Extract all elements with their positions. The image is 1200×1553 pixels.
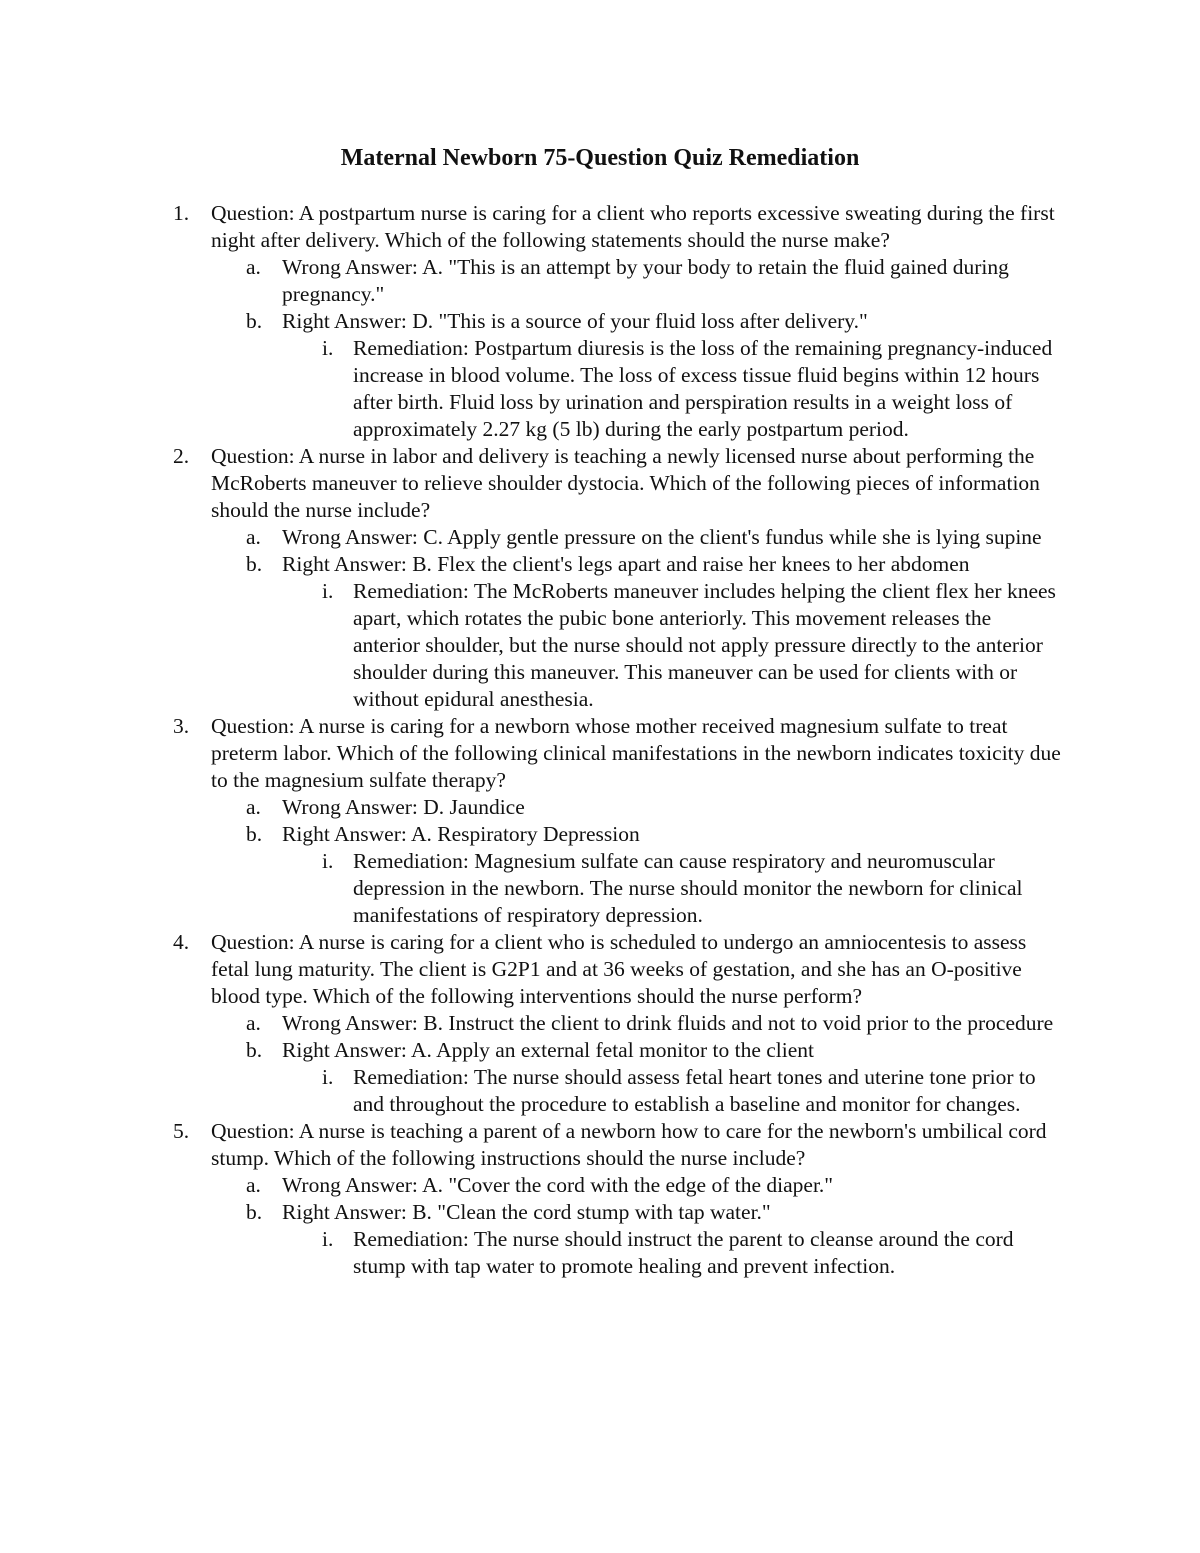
wrong-answer-text: Wrong Answer: C. Apply gentle pressure on the client's fundus while she is lying supine [282,525,1042,549]
remediation-item [0,1226,1060,1280]
question-number: 4. [173,930,190,954]
list-marker: a. [246,255,261,279]
list-marker: a. [246,1011,261,1035]
question-number: 5. [173,1119,190,1143]
wrong-answer-item [0,1172,1060,1199]
remediation-text: Remediation: Magnesium sulfate can cause respiratory and neuromuscular depression in the newborn. The nurse should monitor the newborn for clinical manifestations of respiratory depression. [353,849,1023,927]
list-marker: b. [246,822,263,846]
wrong-answer-item [0,254,1060,308]
question-text: Question: A nurse is caring for a client who is scheduled to undergo an amniocentesis to assess fetal lung maturity. The client is G2P1 and at 36 weeks of gestation, and she has an O-positive blood type. Which of the following interventions should the nurse perform? [211,930,1027,1008]
question-number: 3. [173,714,190,738]
right-answer-text: Right Answer: A. Respiratory Depression [282,822,640,846]
remediation-item [0,335,1060,443]
question-item [0,443,1061,524]
right-answer-item [0,308,1060,335]
question-text: Question: A nurse is caring for a newborn whose mother received magnesium sulfate to treat preterm labor. Which of the following clinical manifestations in the newborn indicates toxicity due to the magnesium sulfate therapy? [211,714,1061,792]
question-item [0,929,1061,1010]
question-item [0,200,1061,254]
right-answer-text: Right Answer: B. Flex the client's legs apart and raise her knees to her abdomen [282,552,970,576]
right-answer-item [0,1199,1060,1226]
list-marker: i. [322,1065,334,1089]
list-marker: b. [246,309,263,333]
question-item [0,1118,1061,1172]
question-text: Question: A postpartum nurse is caring for a client who reports excessive sweating during the first night after delivery. Which of the following statements should the nurse make? [211,201,1055,252]
list-marker: b. [246,1038,263,1062]
remediation-text: Remediation: Postpartum diuresis is the loss of the remaining pregnancy-induced increase in blood volume. The loss of excess tissue fluid begins within 12 hours after birth. Fluid loss by urination and perspiration results in a weight loss of approximately 2.27 kg (5 lb) during the early postpartum period. [353,336,1053,441]
wrong-answer-item [0,524,1060,551]
list-marker: b. [246,552,263,576]
right-answer-item [0,1037,1060,1064]
question-text: Question: A nurse in labor and delivery is teaching a newly licensed nurse about performing the McRoberts maneuver to relieve shoulder dystocia. Which of the following pieces of information should the nurse include? [211,444,1040,522]
right-answer-text: Right Answer: B. "Clean the cord stump with tap water." [282,1200,771,1224]
remediation-text: Remediation: The nurse should instruct the parent to cleanse around the cord stump with tap water to promote healing and prevent infection. [353,1227,1014,1278]
remediation-item [0,848,1060,929]
question-text: Question: A nurse is teaching a parent of a newborn how to care for the newborn's umbilical cord stump. Which of the following instructions should the nurse include? [211,1119,1047,1170]
wrong-answer-text: Wrong Answer: B. Instruct the client to drink fluids and not to void prior to the procedure [282,1011,1054,1035]
question-number: 1. [173,201,190,225]
document-title: Maternal Newborn 75-Question Quiz Remediation [340,145,860,171]
list-marker: i. [322,336,334,360]
remediation-item [0,1064,1060,1118]
list-marker: i. [322,579,334,603]
wrong-answer-text: Wrong Answer: A. "This is an attempt by your body to retain the fluid gained during pregnancy." [282,255,1009,306]
list-marker: a. [246,525,261,549]
list-marker: i. [322,849,334,873]
question-list [0,200,1200,1280]
right-answer-text: Right Answer: D. "This is a source of your fluid loss after delivery." [282,309,868,333]
right-answer-item [0,551,1060,578]
question-number: 2. [173,444,190,468]
remediation-item [0,578,1060,713]
wrong-answer-text: Wrong Answer: A. "Cover the cord with the edge of the diaper." [282,1173,834,1197]
list-marker: a. [246,795,261,819]
wrong-answer-item [0,1010,1060,1037]
list-marker: i. [322,1227,334,1251]
list-marker: b. [246,1200,263,1224]
right-answer-text: Right Answer: A. Apply an external fetal monitor to the client [282,1038,815,1062]
wrong-answer-text: Wrong Answer: D. Jaundice [282,795,525,819]
wrong-answer-item [0,794,1060,821]
question-item [0,713,1061,794]
remediation-text: Remediation: The McRoberts maneuver includes helping the client flex her knees apart, which rotates the pubic bone anteriorly. This movement releases the anterior shoulder, but the nurse should not apply pressure directly to the anterior shoulder during this maneuver. This maneuver can be used for clients with or without epidural anesthesia. [353,579,1056,711]
list-marker: a. [246,1173,261,1197]
remediation-text: Remediation: The nurse should assess fetal heart tones and uterine tone prior to and throughout the procedure to establish a baseline and monitor for changes. [353,1065,1036,1116]
right-answer-item [0,821,1060,848]
